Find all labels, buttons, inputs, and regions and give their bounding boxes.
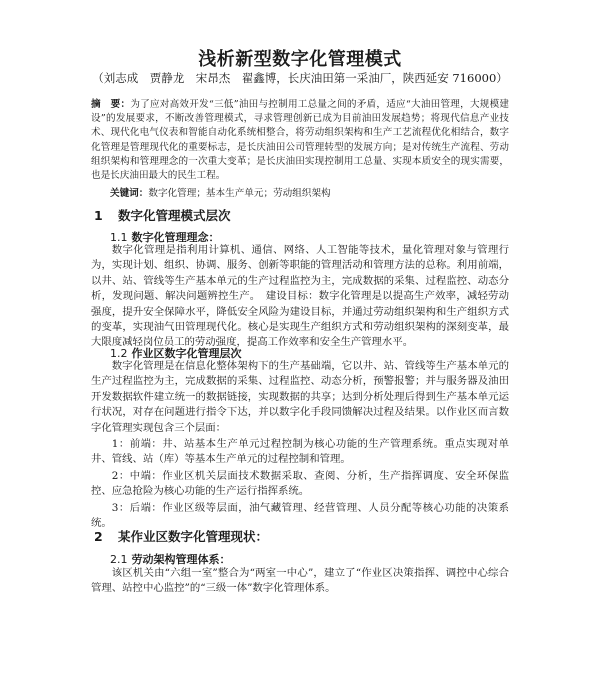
section-1-heading bbox=[94, 206, 231, 224]
abstract bbox=[91, 98, 509, 183]
section-2-heading bbox=[94, 527, 268, 545]
abstract-text: 为了应对高效开发“三低”油田与控制用工总量之间的矛盾，适应“大油田管理，大规模建设”的发展要求，不断改善管理模式，寻求管理创新已成为目前油田发展趋势；将现代信息产业技术、现代化电气仪表和智能自动化系统相整合，将劳动组织架构和生产工艺流程优化相结合，数字化管理是管理现代化的重要标志，是长庆油田公司管理转型的发展方向；是对传统生产流程、劳动组织架构和管理理念的一次重大变革；是长庆油田实现控制用工总量、实现本质安全的现实需要，也是长庆油田最大的民生工程。 bbox=[91, 99, 510, 182]
subsection-title: 劳动架构管理体系： bbox=[131, 553, 231, 566]
subsection-number: 2.1 bbox=[110, 553, 128, 566]
paragraph-back-end: 3：后端：作业区级等层面，油气藏管理、经营管理、人员分配等核心功能的决策系统。 bbox=[91, 502, 509, 530]
subsection-title: 作业区数字化管理层次 bbox=[131, 347, 242, 360]
subsection-number: 1.1 bbox=[110, 231, 128, 244]
subsection-2-1-heading bbox=[110, 551, 231, 567]
section-title: 某作业区数字化管理现状： bbox=[118, 529, 269, 544]
subsection-number: 1.2 bbox=[110, 347, 128, 360]
section-number: 1 bbox=[94, 208, 103, 223]
keywords-label: 关键词： bbox=[110, 188, 149, 199]
paper-title: 浅析新型数字化管理模式 bbox=[198, 49, 402, 70]
abstract-label: 摘 要： bbox=[91, 99, 131, 110]
paragraph-middle-end: 2：中端：作业区机关层面技术数据采取、查阅、分析，生产指挥调度、安全环保监控、应急抢险为核心功能的生产运行指挥系统。 bbox=[91, 470, 509, 498]
keywords-text: 数字化管理；基本生产单元；劳动组织架构 bbox=[148, 188, 331, 199]
paragraph-labor-structure: 该区机关由“六组一室”整合为“两室一中心”，建立了“作业区决策指挥、调控中心综合管理、站控中心监控”的“三级一体”数字化管理体系。 bbox=[91, 567, 509, 595]
paragraph-front-end: 1：前端：井、站基本生产单元过程控制为核心功能的生产管理系统。重点实现对单井、管线、站（库）等基本生产单元的过程控制和管理。 bbox=[91, 438, 509, 466]
keywords bbox=[110, 185, 510, 199]
section-number: 2 bbox=[94, 529, 103, 544]
section-title: 数字化管理模式层次 bbox=[118, 208, 231, 223]
paragraph-management-concept: 数字化管理是指利用计算机、通信、网络、人工智能等技术，量化管理对象与管理行为，实现计划、组织、协调、服务、创新等职能的管理活动和管理方法的总称。利用前端，以井、站、管线等生产基本单元的生产过程监控为主，完成数据的采集、过程监控、动态分析，发现问题、解决问题辨控生产。 建设目标：数字化管理是以提高生产效率，减轻劳动强度，提升安全保障水平，降低安全风险为建设目标，并通过劳动组织架构和生产组织方式的变革，实现油气田管理现代化。核心是实现生产组织方式和劳动组织架构的深刻变革，最大限度减轻岗位员工的劳动强度，提高工作效率和安全生产管理水平。 bbox=[91, 244, 509, 349]
author-affiliation: （刘志成 贾静龙 宋昂杰 翟鑫博，长庆油田第一采油厂，陕西延安 716000） bbox=[92, 71, 508, 85]
paragraph-operation-area-levels: 数字化管理是在信息化整体架构下的生产基础端，它以井、站、管线等生产基本单元的生产过程监控为主，完成数据的采集、过程监控、动态分析，预警报警；并与服务器及油田开发数据软件建立统一的数据链接，实现数据的共享；达到分析处理后得到生产基本单元运行状况，对存在问题进行指令下达，并以数字化手段同馈解决过程及结果。以作业区而言数字化管理实现包含三个层面： bbox=[91, 360, 509, 434]
subsection-title: 数字化管理理念： bbox=[131, 231, 220, 244]
